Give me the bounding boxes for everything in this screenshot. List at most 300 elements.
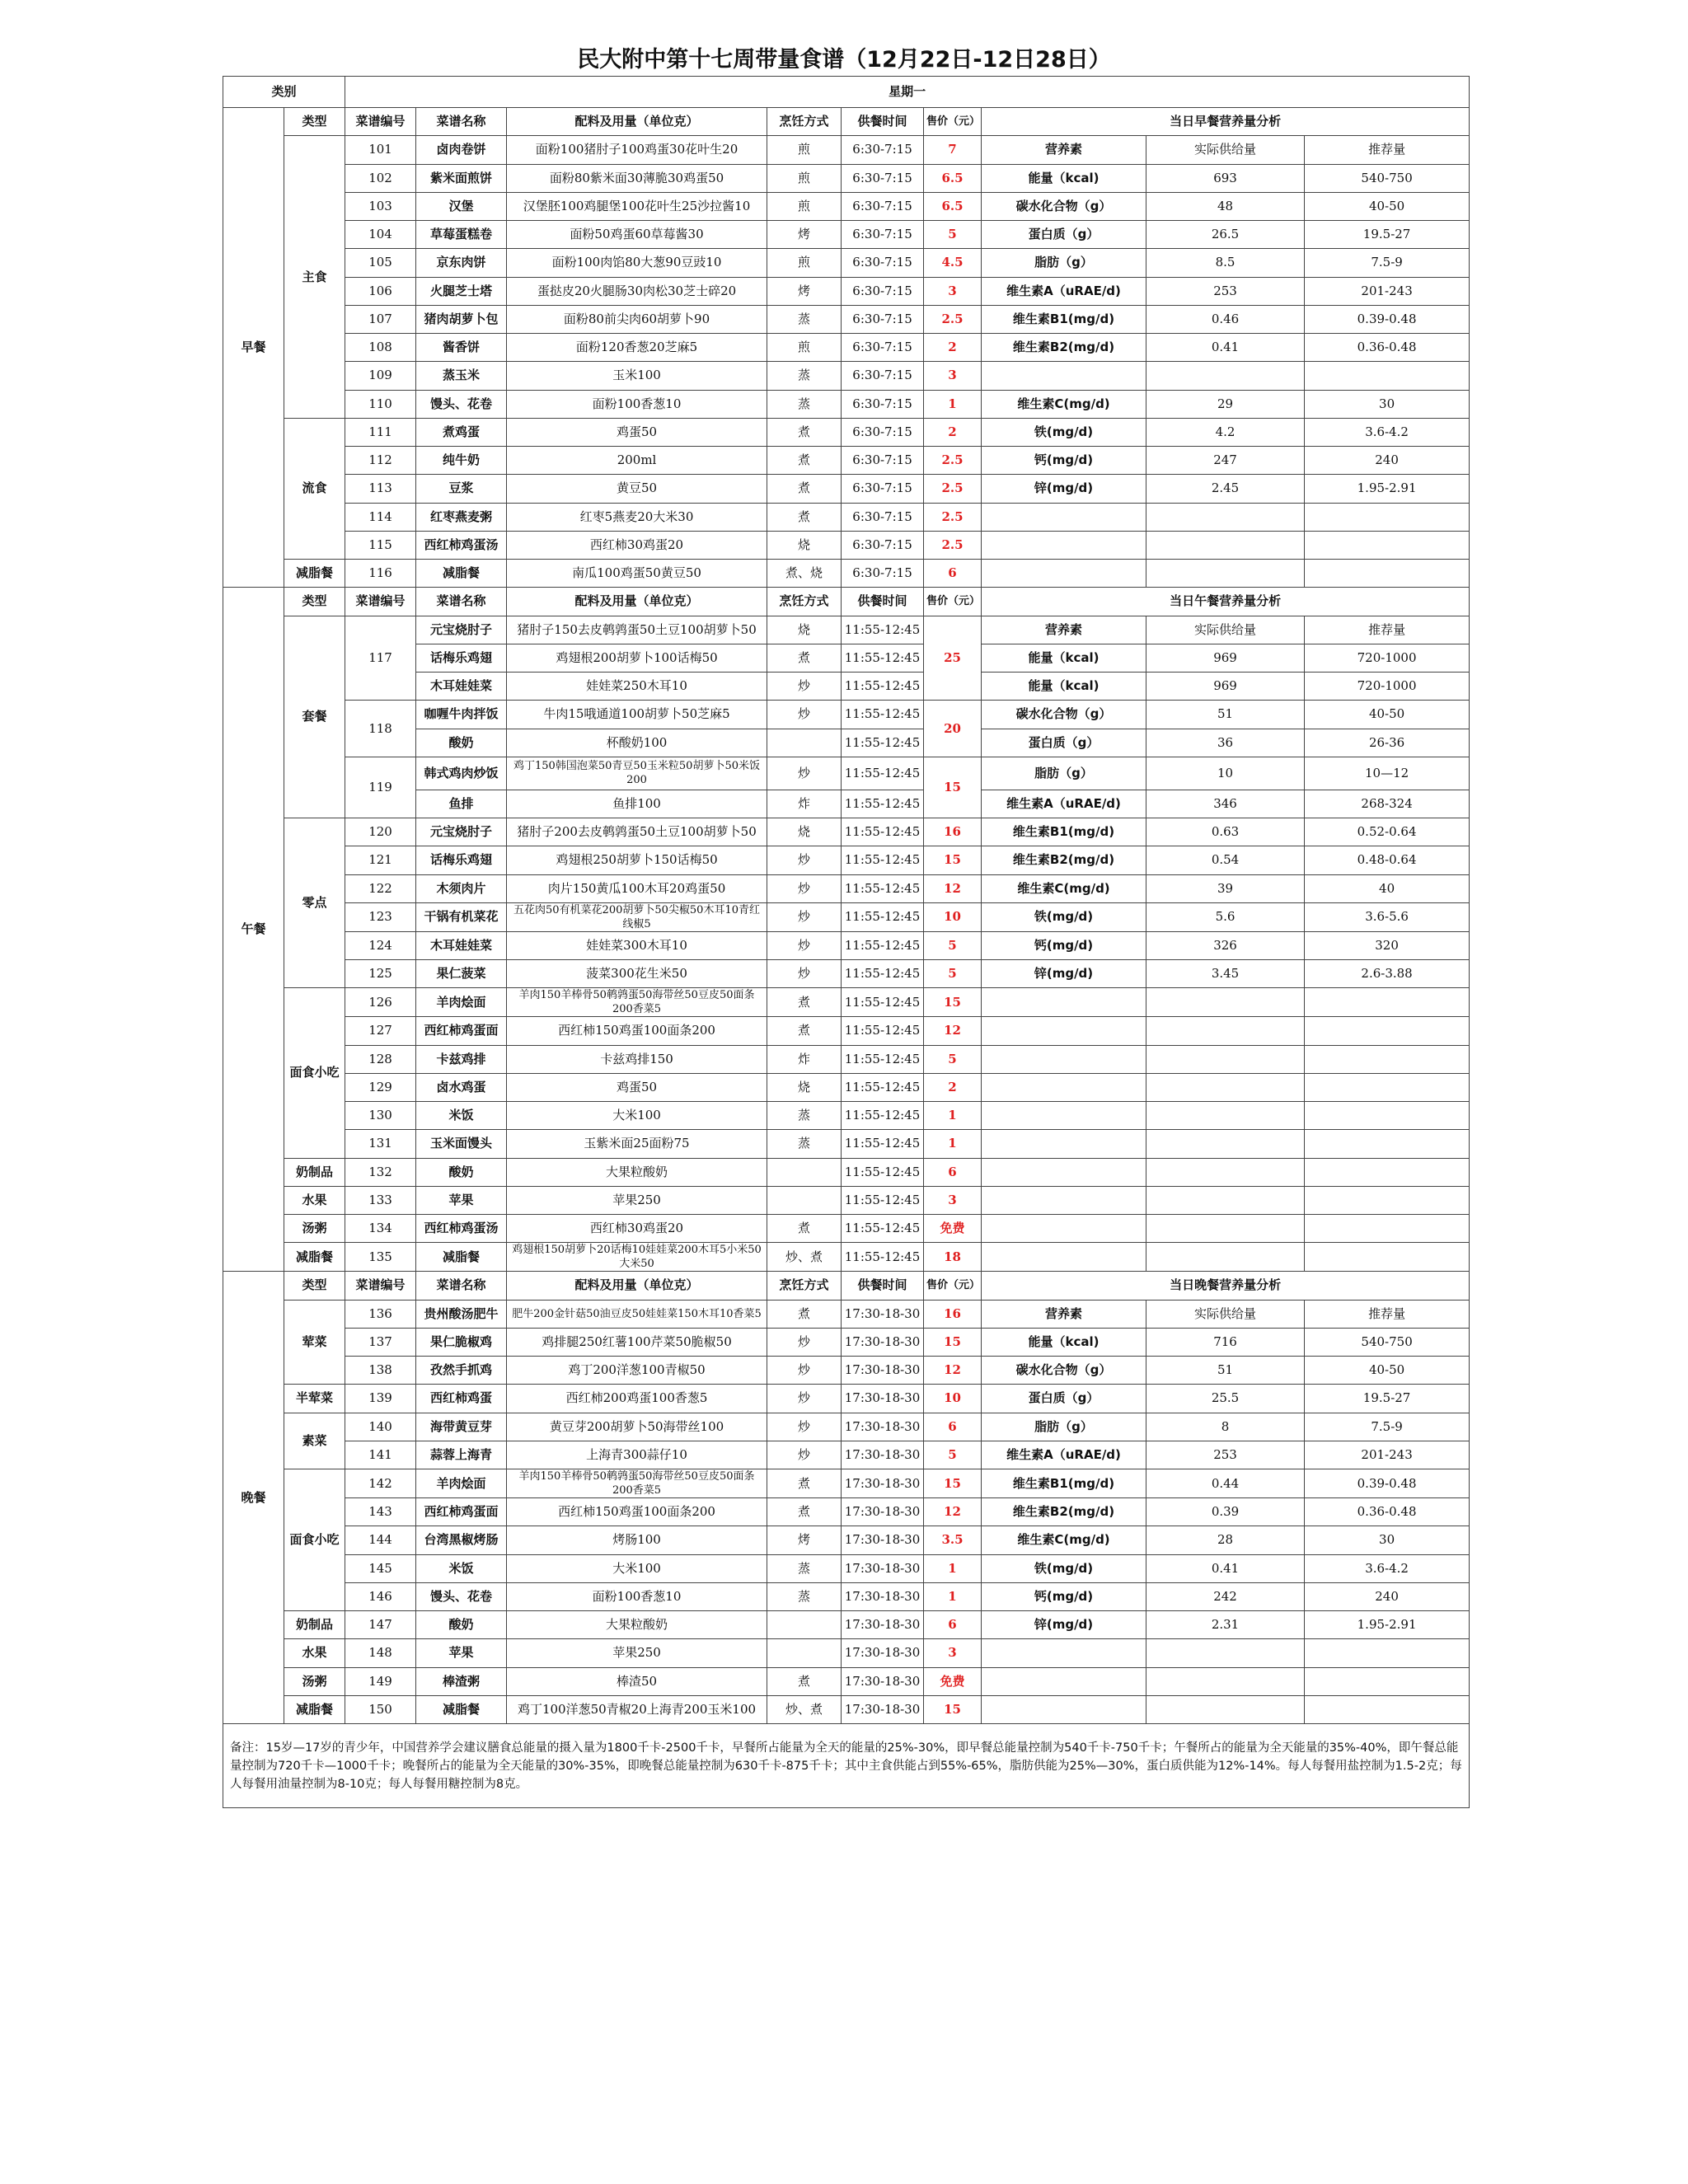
- price-cell: 1: [924, 1582, 982, 1610]
- type-cell: 减脂餐: [284, 1243, 345, 1272]
- nutrient-name: 钙(mg/d): [982, 1582, 1146, 1610]
- nutrient-name: 维生素C(mg/d): [982, 1526, 1146, 1554]
- ingredients-cell: 鸡丁150韩国泡菜50青豆50玉米粒50胡萝卜50米饭200: [507, 757, 767, 790]
- meal-label-lunch: 午餐: [223, 588, 284, 1272]
- nutrient-actual: 716: [1146, 1328, 1305, 1356]
- ingredients-cell: 玉紫米面25面粉75: [507, 1130, 767, 1158]
- ingredients-cell: 面粉50鸡蛋60草莓酱30: [507, 221, 767, 249]
- nutrient-name: 维生素B2(mg/d): [982, 1498, 1146, 1526]
- nutrient-name: 维生素C(mg/d): [982, 390, 1146, 418]
- nutrient-actual: 51: [1146, 701, 1305, 729]
- nutrient-recommend: 0.48-0.64: [1305, 846, 1470, 874]
- code-cell: 132: [345, 1158, 416, 1186]
- price-cell: 15: [924, 1469, 982, 1498]
- price-cell: 2: [924, 1073, 982, 1101]
- price-cell: 5: [924, 1045, 982, 1073]
- price-cell: 10: [924, 902, 982, 931]
- nutrient-actual: 实际供给量: [1146, 1300, 1305, 1328]
- table-cell: 菜谱名称: [416, 1272, 507, 1300]
- ingredients-cell: 面粉80前尖肉60胡萝卜90: [507, 305, 767, 333]
- code-cell: 111: [345, 418, 416, 446]
- code-cell: 147: [345, 1611, 416, 1639]
- nutrient-actual: [1146, 1215, 1305, 1243]
- price-cell: 3.5: [924, 1526, 982, 1554]
- nutrient-recommend: [1305, 1102, 1470, 1130]
- table-cell: 11:55-12:45: [842, 1045, 924, 1073]
- dish-name: 西红柿鸡蛋汤: [416, 531, 507, 559]
- price-cell: 12: [924, 1017, 982, 1045]
- ingredients-cell: 面粉100香葱10: [507, 390, 767, 418]
- code-cell: 102: [345, 164, 416, 192]
- price-cell: 25: [924, 616, 982, 701]
- nutrient-recommend: [1305, 1695, 1470, 1723]
- nutrient-recommend: 320: [1305, 931, 1470, 959]
- price-cell: 12: [924, 1498, 982, 1526]
- ingredients-cell: 肥牛200金针菇50油豆皮50娃娃菜150木耳10香菜5: [507, 1300, 767, 1328]
- dish-name: 紫米面煎饼: [416, 164, 507, 192]
- nutrient-recommend: 0.39-0.48: [1305, 1469, 1470, 1498]
- table-row: [223, 1498, 1470, 1526]
- ingredients-cell: 鱼排100: [507, 790, 767, 818]
- table-cell: 煮: [767, 1300, 842, 1328]
- type-cell: 面食小吃: [284, 988, 345, 1158]
- table-cell: 菜谱编号: [345, 108, 416, 136]
- dish-name: 减脂餐: [416, 1695, 507, 1723]
- nutrient-recommend: 540-750: [1305, 1328, 1470, 1356]
- ingredients-cell: 面粉120香葱20芝麻5: [507, 334, 767, 362]
- nutrient-name: 营养素: [982, 1300, 1146, 1328]
- table-row: [223, 192, 1470, 220]
- nutrient-recommend: 7.5-9: [1305, 1413, 1470, 1441]
- ingredients-cell: 鸡翅根200胡萝卜100话梅50: [507, 644, 767, 672]
- ingredients-cell: 大米100: [507, 1102, 767, 1130]
- nutrient-actual: 0.54: [1146, 846, 1305, 874]
- table-row: [223, 108, 1470, 136]
- table-cell: 11:55-12:45: [842, 874, 924, 902]
- ingredients-cell: 南瓜100鸡蛋50黄豆50: [507, 560, 767, 588]
- code-cell: 149: [345, 1667, 416, 1695]
- dish-name: 木耳娃娃菜: [416, 931, 507, 959]
- nutrient-name: 维生素A（uRAE/d): [982, 1441, 1146, 1469]
- table-row: [223, 818, 1470, 846]
- price-cell: 1: [924, 390, 982, 418]
- nutrient-recommend: 1.95-2.91: [1305, 1611, 1470, 1639]
- nutrient-name: 能量（kcal): [982, 673, 1146, 701]
- price-cell: 6: [924, 1413, 982, 1441]
- nutrient-recommend: 40-50: [1305, 701, 1470, 729]
- table-cell: 17:30-18-30: [842, 1328, 924, 1356]
- table-cell: 11:55-12:45: [842, 1017, 924, 1045]
- dish-name: 元宝烧肘子: [416, 818, 507, 846]
- table-row: [223, 1611, 1470, 1639]
- table-cell: 煎: [767, 136, 842, 164]
- table-row: [223, 531, 1470, 559]
- dish-name: 木耳娃娃菜: [416, 673, 507, 701]
- table-row: [223, 447, 1470, 475]
- nutrient-recommend: [1305, 531, 1470, 559]
- table-cell: 11:55-12:45: [842, 701, 924, 729]
- type-cell: 奶制品: [284, 1158, 345, 1186]
- dish-name: 米饭: [416, 1102, 507, 1130]
- code-cell: 125: [345, 960, 416, 988]
- nutrient-name: [982, 362, 1146, 390]
- table-cell: 11:55-12:45: [842, 1102, 924, 1130]
- table-cell: 11:55-12:45: [842, 846, 924, 874]
- type-cell: 汤粥: [284, 1215, 345, 1243]
- table-cell: 煎: [767, 164, 842, 192]
- nutrient-name: 维生素B2(mg/d): [982, 334, 1146, 362]
- nutrient-name: 维生素B2(mg/d): [982, 846, 1146, 874]
- nutrient-name: 脂肪（g）: [982, 249, 1146, 277]
- price-cell: 1: [924, 1130, 982, 1158]
- dish-name: 果仁菠菜: [416, 960, 507, 988]
- nutrient-recommend: 201-243: [1305, 1441, 1470, 1469]
- table-cell: 17:30-18-30: [842, 1611, 924, 1639]
- nutrient-actual: 25.5: [1146, 1385, 1305, 1413]
- table-row: [223, 334, 1470, 362]
- table-cell: 17:30-18-30: [842, 1554, 924, 1582]
- table-cell: 6:30-7:15: [842, 418, 924, 446]
- table-cell: 6:30-7:15: [842, 531, 924, 559]
- nutrient-actual: [1146, 503, 1305, 531]
- nutrient-actual: 346: [1146, 790, 1305, 818]
- table-cell: 蒸: [767, 1582, 842, 1610]
- table-cell: [767, 1639, 842, 1667]
- table-row: [223, 1526, 1470, 1554]
- ingredients-cell: 苹果250: [507, 1639, 767, 1667]
- ingredients-cell: 大果粒酸奶: [507, 1158, 767, 1186]
- price-cell: 2: [924, 418, 982, 446]
- table-cell: 炒: [767, 1441, 842, 1469]
- nutrient-actual: 5.6: [1146, 902, 1305, 931]
- ingredients-cell: 西红柿200鸡蛋100香葱5: [507, 1385, 767, 1413]
- code-cell: 150: [345, 1695, 416, 1723]
- nutrient-name: [982, 1102, 1146, 1130]
- dish-name: 贵州酸汤肥牛: [416, 1300, 507, 1328]
- ingredients-cell: 烤肠100: [507, 1526, 767, 1554]
- table-cell: [767, 729, 842, 757]
- table-cell: 煮: [767, 503, 842, 531]
- table-cell: 炒: [767, 846, 842, 874]
- nutrient-recommend: [1305, 1073, 1470, 1101]
- dish-name: 纯牛奶: [416, 447, 507, 475]
- ingredients-cell: 蛋挞皮20火腿肠30肉松30芝士碎20: [507, 277, 767, 305]
- table-cell: 11:55-12:45: [842, 729, 924, 757]
- table-cell: 11:55-12:45: [842, 616, 924, 644]
- ingredients-cell: 菠菜300花生米50: [507, 960, 767, 988]
- ingredients-cell: 面粉100香葱10: [507, 1582, 767, 1610]
- nutrient-name: [982, 1667, 1146, 1695]
- table-cell: 煎: [767, 334, 842, 362]
- table-cell: 6:30-7:15: [842, 390, 924, 418]
- table-cell: 炒、煮: [767, 1695, 842, 1723]
- nutrient-name: [982, 988, 1146, 1017]
- dish-name: 红枣燕麦粥: [416, 503, 507, 531]
- ingredients-cell: 猪肘子150去皮鹌鹑蛋50土豆100胡萝卜50: [507, 616, 767, 644]
- nutrient-actual: 0.44: [1146, 1469, 1305, 1498]
- table-cell: [767, 1611, 842, 1639]
- code-cell: 112: [345, 447, 416, 475]
- table-cell: 6:30-7:15: [842, 277, 924, 305]
- nutrient-actual: [1146, 1667, 1305, 1695]
- table-cell: 17:30-18-30: [842, 1582, 924, 1610]
- type-cell: 零点: [284, 818, 345, 988]
- dish-name: 羊肉烩面: [416, 988, 507, 1017]
- dish-name: 韩式鸡肉炒饭: [416, 757, 507, 790]
- price-cell: 12: [924, 1357, 982, 1385]
- table-row: [223, 616, 1470, 644]
- nutrient-actual: 969: [1146, 673, 1305, 701]
- code-cell: 101: [345, 136, 416, 164]
- code-cell: 129: [345, 1073, 416, 1101]
- ingredients-cell: 鸡翅根150胡萝卜20话梅10娃娃菜200木耳5小米50大米50: [507, 1243, 767, 1272]
- ingredients-cell: 大米100: [507, 1554, 767, 1582]
- code-cell: 120: [345, 818, 416, 846]
- price-cell: 6: [924, 1611, 982, 1639]
- nutrient-recommend: 10—12: [1305, 757, 1470, 790]
- type-cell: 套餐: [284, 616, 345, 818]
- price-cell: 1: [924, 1102, 982, 1130]
- table-cell: 6:30-7:15: [842, 334, 924, 362]
- nutrient-recommend: 0.36-0.48: [1305, 334, 1470, 362]
- table-cell: 11:55-12:45: [842, 644, 924, 672]
- table-row: [223, 1243, 1470, 1272]
- nutrient-actual: [1146, 1158, 1305, 1186]
- nutrient-recommend: 240: [1305, 1582, 1470, 1610]
- table-cell: 6:30-7:15: [842, 221, 924, 249]
- table-row: [223, 503, 1470, 531]
- nutrient-actual: 253: [1146, 277, 1305, 305]
- type-cell: 水果: [284, 1639, 345, 1667]
- price-cell: 2.5: [924, 503, 982, 531]
- nutrient-actual: 29: [1146, 390, 1305, 418]
- nutrient-recommend: [1305, 1186, 1470, 1214]
- dish-name: 减脂餐: [416, 1243, 507, 1272]
- dish-name: 火腿芝士塔: [416, 277, 507, 305]
- table-cell: 17:30-18-30: [842, 1441, 924, 1469]
- price-cell: 15: [924, 988, 982, 1017]
- price-cell: 2.5: [924, 475, 982, 503]
- nutrient-recommend: 3.6-4.2: [1305, 1554, 1470, 1582]
- nutrient-recommend: 推荐量: [1305, 1300, 1470, 1328]
- table-cell: 配料及用量（单位克）: [507, 1272, 767, 1300]
- nutrient-name: 钙(mg/d): [982, 931, 1146, 959]
- table-cell: 11:55-12:45: [842, 988, 924, 1017]
- code-cell: 106: [345, 277, 416, 305]
- ingredients-cell: 肉片150黄瓜100木耳20鸡蛋50: [507, 874, 767, 902]
- dish-name: 话梅乐鸡翅: [416, 846, 507, 874]
- type-cell: 水果: [284, 1186, 345, 1214]
- code-cell: 122: [345, 874, 416, 902]
- dish-name: 酸奶: [416, 1158, 507, 1186]
- nutrient-name: 维生素C(mg/d): [982, 874, 1146, 902]
- table-cell: 烹饪方式: [767, 588, 842, 616]
- dish-name: 元宝烧肘子: [416, 616, 507, 644]
- code-cell: 135: [345, 1243, 416, 1272]
- nutrient-name: 营养素: [982, 616, 1146, 644]
- code-cell: 148: [345, 1639, 416, 1667]
- table-cell: 炸: [767, 790, 842, 818]
- table-cell: 烤: [767, 1526, 842, 1554]
- table-row: [223, 1300, 1470, 1328]
- ingredients-cell: 羊肉150羊棒骨50鹌鹑蛋50海带丝50豆皮50面条200香菜5: [507, 1469, 767, 1498]
- table-cell: 菜谱名称: [416, 588, 507, 616]
- nutrient-name: [982, 503, 1146, 531]
- table-cell: 6:30-7:15: [842, 503, 924, 531]
- ingredients-cell: 棒渣50: [507, 1667, 767, 1695]
- nutrient-name: 能量（kcal): [982, 1328, 1146, 1356]
- table-row: [223, 305, 1470, 333]
- code-cell: 145: [345, 1554, 416, 1582]
- table-cell: 售价（元）: [924, 1272, 982, 1300]
- table-cell: 烧: [767, 1073, 842, 1101]
- ingredients-cell: 西红柿150鸡蛋100面条200: [507, 1498, 767, 1526]
- table-cell: 6:30-7:15: [842, 192, 924, 220]
- table-cell: 售价（元）: [924, 108, 982, 136]
- dish-name: 干锅有机菜花: [416, 902, 507, 931]
- nutrient-actual: [1146, 1130, 1305, 1158]
- table-cell: 6:30-7:15: [842, 475, 924, 503]
- price-cell: 6.5: [924, 192, 982, 220]
- ingredients-cell: 汉堡胚100鸡腿堡100花叶生25沙拉酱10: [507, 192, 767, 220]
- ingredients-cell: 苹果250: [507, 1186, 767, 1214]
- nutrient-recommend: 720-1000: [1305, 644, 1470, 672]
- nutrient-name: 能量（kcal): [982, 164, 1146, 192]
- table-cell: 11:55-12:45: [842, 1186, 924, 1214]
- type-cell: 面食小吃: [284, 1469, 345, 1611]
- nutrient-actual: 实际供给量: [1146, 616, 1305, 644]
- code-cell: 103: [345, 192, 416, 220]
- table-row: [223, 164, 1470, 192]
- nutrient-actual: 253: [1146, 1441, 1305, 1469]
- nutrient-name: 碳水化合物（g）: [982, 1357, 1146, 1385]
- dish-name: 苹果: [416, 1186, 507, 1214]
- code-cell: 138: [345, 1357, 416, 1385]
- table-row: [223, 221, 1470, 249]
- table-cell: 11:55-12:45: [842, 673, 924, 701]
- nutrient-actual: 0.46: [1146, 305, 1305, 333]
- table-row: [223, 960, 1470, 988]
- price-cell: 3: [924, 277, 982, 305]
- table-row: [223, 1045, 1470, 1073]
- table-row: [223, 560, 1470, 588]
- nutrient-name: [982, 1186, 1146, 1214]
- ingredients-cell: 面粉100猪肘子100鸡蛋30花叶生20: [507, 136, 767, 164]
- code-cell: 134: [345, 1215, 416, 1243]
- nutrient-actual: 326: [1146, 931, 1305, 959]
- table-cell: 类型: [284, 108, 345, 136]
- table-cell: 炒: [767, 931, 842, 959]
- price-cell: 6: [924, 560, 982, 588]
- code-cell: 121: [345, 846, 416, 874]
- table-cell: 炒: [767, 757, 842, 790]
- analysis-title: 当日午餐营养量分析: [982, 588, 1470, 616]
- ingredients-cell: 200ml: [507, 447, 767, 475]
- dish-name: 苹果: [416, 1639, 507, 1667]
- price-cell: 16: [924, 818, 982, 846]
- table-cell: 炒: [767, 673, 842, 701]
- table-cell: 11:55-12:45: [842, 757, 924, 790]
- table-row: [223, 1073, 1470, 1101]
- nutrient-recommend: 540-750: [1305, 164, 1470, 192]
- nutrient-recommend: [1305, 362, 1470, 390]
- price-cell: 5: [924, 960, 982, 988]
- type-cell: 奶制品: [284, 1611, 345, 1639]
- nutrient-recommend: 268-324: [1305, 790, 1470, 818]
- table-cell: 17:30-18-30: [842, 1639, 924, 1667]
- code-cell: 126: [345, 988, 416, 1017]
- code-cell: 123: [345, 902, 416, 931]
- nutrient-recommend: 26-36: [1305, 729, 1470, 757]
- type-cell: 素菜: [284, 1413, 345, 1469]
- ingredients-cell: 五花肉50有机菜花200胡萝卜50尖椒50木耳10青红线椒5: [507, 902, 767, 931]
- table-cell: 烤: [767, 221, 842, 249]
- code-cell: 142: [345, 1469, 416, 1498]
- table-cell: 炒: [767, 874, 842, 902]
- table-row: [223, 1272, 1470, 1300]
- dish-name: 馒头、花卷: [416, 1582, 507, 1610]
- table-cell: 6:30-7:15: [842, 560, 924, 588]
- nutrient-name: 脂肪（g）: [982, 757, 1146, 790]
- table-cell: 炒、煮: [767, 1243, 842, 1272]
- nutrient-recommend: 40-50: [1305, 192, 1470, 220]
- table-cell: 炒: [767, 1413, 842, 1441]
- dish-name: 汉堡: [416, 192, 507, 220]
- table-cell: 煮: [767, 1498, 842, 1526]
- nutrient-name: 锌(mg/d): [982, 1611, 1146, 1639]
- nutrient-actual: [1146, 1045, 1305, 1073]
- price-cell: 20: [924, 701, 982, 757]
- nutrient-recommend: [1305, 1667, 1470, 1695]
- table-cell: 蒸: [767, 1554, 842, 1582]
- footnote: 备注：15岁—17岁的青少年，中国营养学会建议膳食总能量的摄入量为1800千卡-2500千卡，早餐所占能量为全天的能量的25%-30%，即早餐总能量控制为540千卡-750千卡；午餐所占的能量为全天能量的35%-40%，即午餐总能量控制为720千卡—1000千卡；晚餐所占的能量为全天能量的30%-35%，即晚餐总能量控制为630千卡-875千卡；其中主食供能占到55%-65%，脂肪供能为25%—30%，蛋白质供能为12%-14%。每人每餐用盐控制为1.5-2克；每人每餐用油量控制为8-10克；每人每餐用糖控制为8克。: [223, 1724, 1470, 1808]
- nutrient-name: [982, 1158, 1146, 1186]
- table-cell: 煮: [767, 988, 842, 1017]
- table-row: [223, 1441, 1470, 1469]
- nutrient-actual: [1146, 560, 1305, 588]
- nutrient-actual: 242: [1146, 1582, 1305, 1610]
- ingredients-cell: 卡兹鸡排150: [507, 1045, 767, 1073]
- category-header: 类别: [223, 77, 345, 108]
- table-cell: 17:30-18-30: [842, 1695, 924, 1723]
- page-title: 民大附中第十七周带量食谱（12月22日-12日28日）: [577, 47, 1111, 73]
- nutrient-actual: 4.2: [1146, 418, 1305, 446]
- code-cell: 119: [345, 757, 416, 818]
- nutrient-actual: 2.31: [1146, 1611, 1305, 1639]
- table-cell: 烧: [767, 818, 842, 846]
- dish-name: 京东肉饼: [416, 249, 507, 277]
- dish-name: 酱香饼: [416, 334, 507, 362]
- price-cell: 12: [924, 874, 982, 902]
- nutrient-recommend: 0.39-0.48: [1305, 305, 1470, 333]
- table-cell: 煮: [767, 1469, 842, 1498]
- code-cell: 128: [345, 1045, 416, 1073]
- dish-name: 馒头、花卷: [416, 390, 507, 418]
- table-cell: 煮、烧: [767, 560, 842, 588]
- table-cell: 6:30-7:15: [842, 249, 924, 277]
- nutrient-name: 维生素B1(mg/d): [982, 305, 1146, 333]
- price-cell: 6.5: [924, 164, 982, 192]
- nutrient-actual: 0.39: [1146, 1498, 1305, 1526]
- table-cell: 煮: [767, 418, 842, 446]
- table-cell: 蒸: [767, 1130, 842, 1158]
- table-row: [223, 277, 1470, 305]
- nutrient-recommend: 推荐量: [1305, 136, 1470, 164]
- ingredients-cell: 鸡蛋50: [507, 1073, 767, 1101]
- nutrient-actual: 39: [1146, 874, 1305, 902]
- table-cell: 煮: [767, 1667, 842, 1695]
- table-cell: 炸: [767, 1045, 842, 1073]
